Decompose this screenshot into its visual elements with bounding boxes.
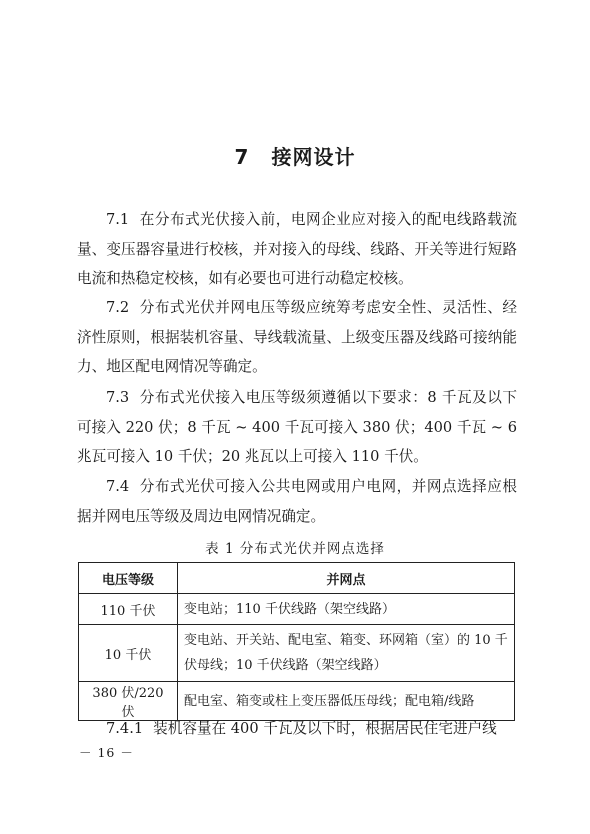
paragraph-7-4 xyxy=(77,472,517,531)
clause-number: 7.4.1 xyxy=(106,720,144,737)
page-number: － 16 － xyxy=(79,745,134,760)
connection-point-cell: 变电站、开关站、配电室、箱变、环网箱（室）的 10 千伏母线；10 千伏线路（架空线路） xyxy=(178,625,515,682)
clause-number: 7.2 xyxy=(106,299,130,316)
paragraph-text: 分布式光伏接入电压等级须遵循以下要求：8 千瓦及以下可接入 220 伏；8 千瓦 ~ 400 千瓦可接入 380 伏；400 千瓦 ~ 6 兆瓦可接入 10 千伏；20 兆瓦以上可接入 110 千伏。 xyxy=(77,389,517,465)
header-voltage-level: 电压等级 xyxy=(79,563,178,594)
paragraph-7-2 xyxy=(77,293,517,382)
voltage-cell: 380 伏/220 伏 xyxy=(79,682,178,721)
table-row xyxy=(79,625,515,682)
paragraph-text: 分布式光伏并网电压等级应统筹考虑安全性、灵活性、经济性原则，根据装机容量、导线载流量、上级变压器及线路可接纳能力、地区配电网情况等确定。 xyxy=(77,299,517,375)
paragraph-text: 在分布式光伏接入前，电网企业应对接入的配电线路载流量、变压器容量进行校核，并对接入的母线、线路、开关等进行短路电流和热稳定校核，如有必要也可进行动稳定校核。 xyxy=(77,211,517,287)
connection-point-cell: 配电室、箱变或柱上变压器低压母线；配电箱/线路 xyxy=(178,682,515,721)
table-header-row xyxy=(79,563,515,594)
chapter-number: 7 xyxy=(234,145,250,169)
table-caption: 表 1 分布式光伏并网点选择 xyxy=(205,541,385,557)
paragraph-text: 分布式光伏可接入公共电网或用户电网，并网点选择应根据并网电压等级及周边电网情况确定。 xyxy=(77,478,517,525)
grid-connection-table xyxy=(78,562,515,721)
voltage-cell: 110 千伏 xyxy=(79,594,178,625)
table-row xyxy=(79,594,515,625)
connection-point-cell: 变电站；110 千伏线路（架空线路） xyxy=(178,594,515,625)
clause-number: 7.3 xyxy=(106,389,130,406)
paragraph-text: 装机容量在 400 千瓦及以下时，根据居民住宅进户线 xyxy=(153,720,497,737)
paragraph-7-1 xyxy=(77,205,517,294)
paragraph-7-3 xyxy=(77,383,517,472)
chapter-title: 接网设计 xyxy=(271,145,356,169)
clause-number: 7.4 xyxy=(106,478,130,495)
clause-number: 7.1 xyxy=(106,211,130,228)
paragraph-7-4-1 xyxy=(77,714,517,744)
chapter-heading xyxy=(0,141,590,170)
voltage-cell: 10 千伏 xyxy=(79,625,178,682)
header-connection-point: 并网点 xyxy=(178,563,515,594)
